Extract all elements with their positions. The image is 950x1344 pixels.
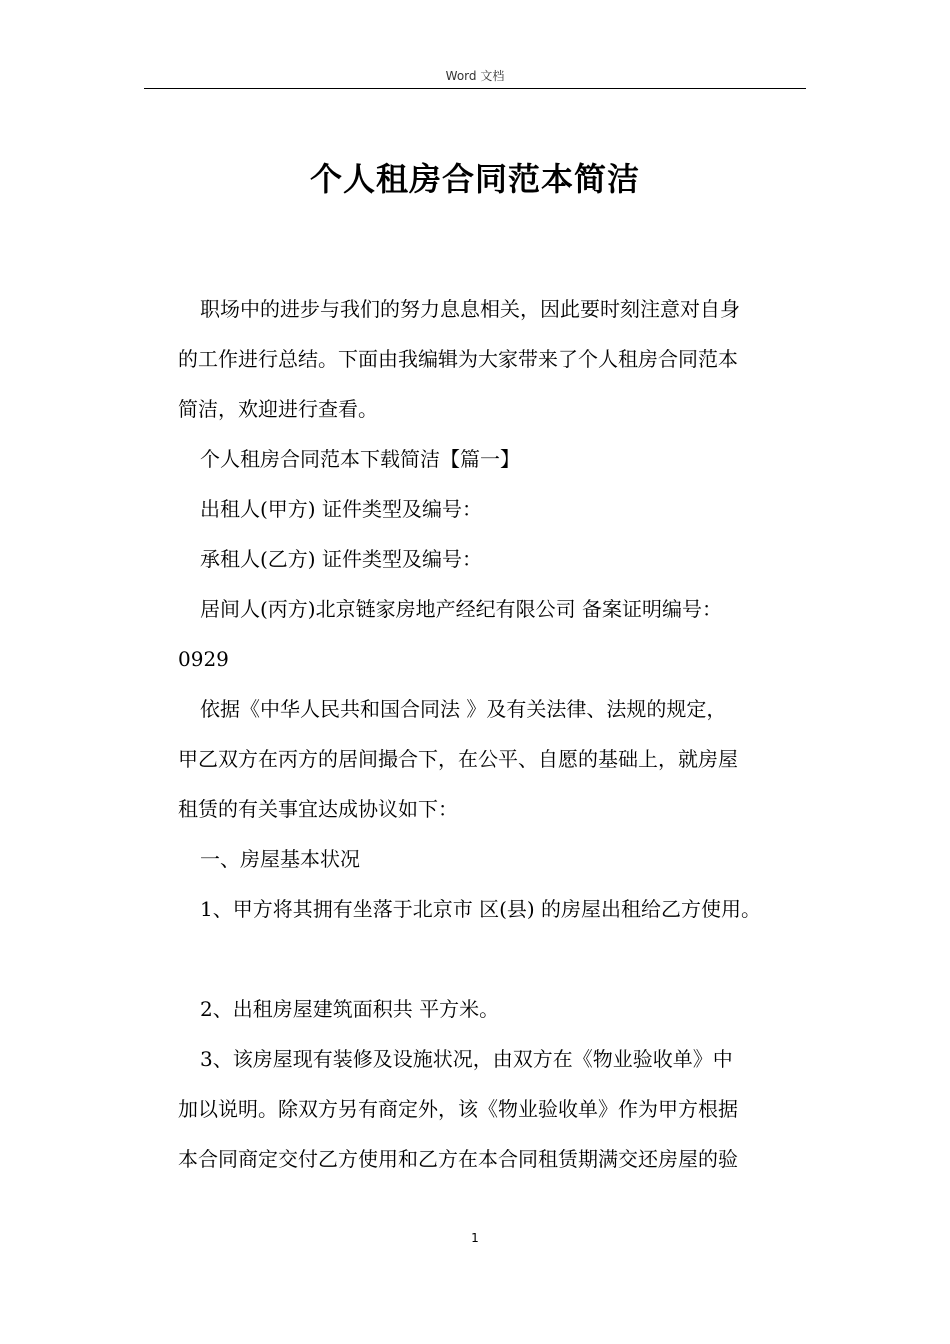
body-line: 甲乙双方在丙方的居间撮合下，在公平、自愿的基础上，就房屋 <box>178 747 738 771</box>
body-line: 1、甲方将其拥有坐落于北京市 区(县) 的房屋出租给乙方使用。 <box>200 897 762 921</box>
document-body <box>178 292 810 1192</box>
body-line: 一、房屋基本状况 <box>200 847 360 871</box>
body-line: 3、该房屋现有装修及设施状况，由双方在《物业验收单》中 <box>200 1047 733 1071</box>
body-line: 简洁，欢迎进行查看。 <box>178 397 378 421</box>
document-title: 个人租房合同范本简洁 <box>309 160 640 198</box>
body-line: 承租人(乙方) 证件类型及编号： <box>200 547 482 571</box>
body-line: 2、出租房屋建筑面积共 平方米。 <box>200 997 500 1021</box>
page-header <box>144 68 806 89</box>
header-label: Word 文档 <box>445 69 505 83</box>
body-line: 加以说明。除双方另有商定外，该《物业验收单》作为甲方根据 <box>178 1097 738 1121</box>
body-line: 居间人(丙方)北京链家房地产经纪有限公司 备案证明编号： <box>200 597 722 621</box>
body-line: 个人租房合同范本下载简洁【篇一】 <box>200 447 520 471</box>
body-line: 出租人(甲方) 证件类型及编号： <box>200 497 482 521</box>
body-line: 0929 <box>178 647 229 671</box>
blank-line <box>178 942 810 992</box>
body-line: 的工作进行总结。下面由我编辑为大家带来了个人租房合同范本 <box>178 347 738 371</box>
page-number: 1 <box>471 1231 479 1245</box>
body-line: 租赁的有关事宜达成协议如下： <box>178 797 458 821</box>
body-line: 职场中的进步与我们的努力息息相关，因此要时刻注意对自身 <box>200 297 740 321</box>
body-line: 本合同商定交付乙方使用和乙方在本合同租赁期满交还房屋的验 <box>178 1147 738 1171</box>
body-line: 依据《中华人民共和国合同法 》及有关法律、法规的规定， <box>200 697 727 721</box>
